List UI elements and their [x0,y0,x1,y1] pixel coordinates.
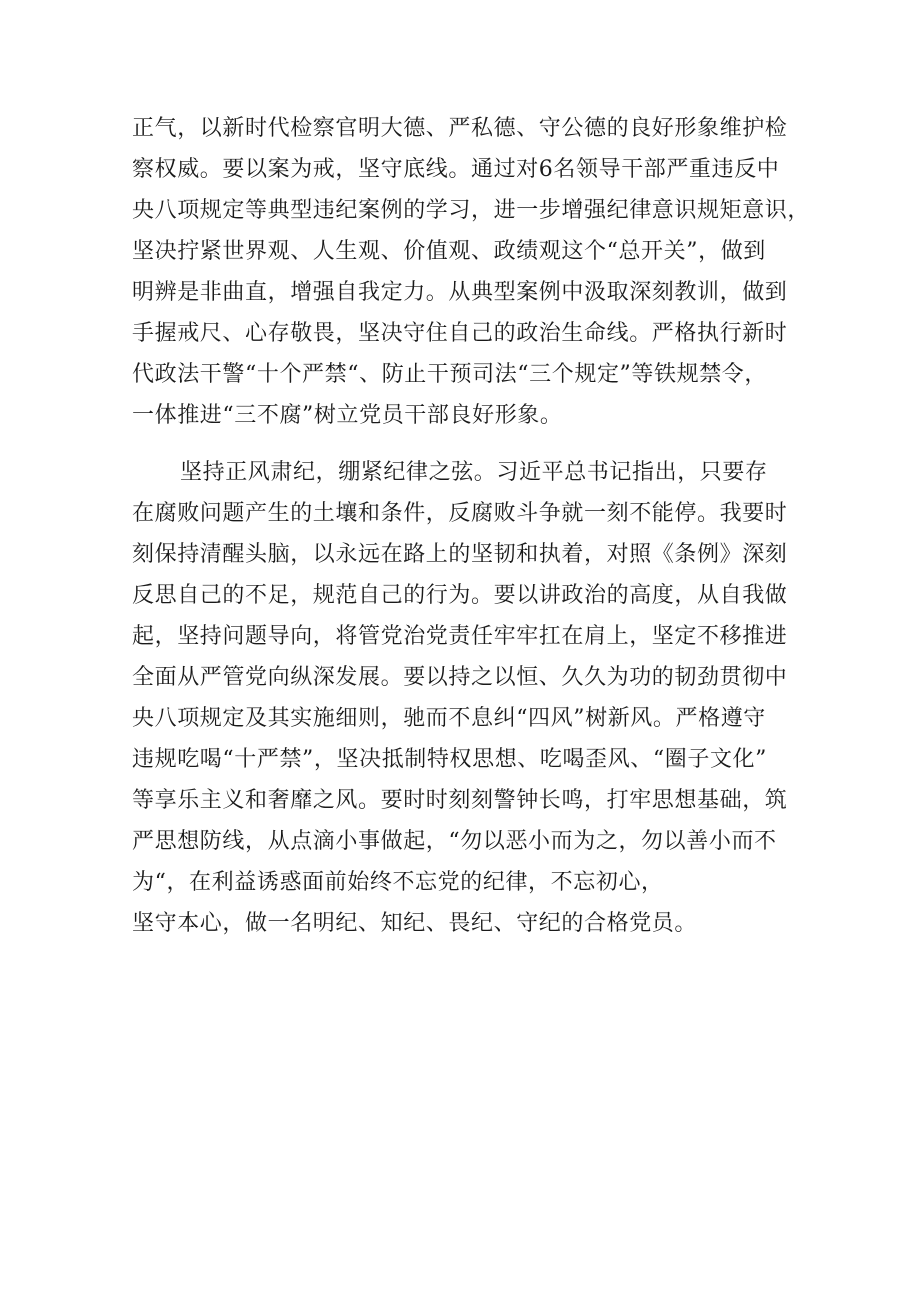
text-line: 察权威。要以案为戒，坚守底线。通过对6名领导干部严重违反中 [132,157,780,182]
text-line: 央八项规定等典型违纪案例的学习，进一步增强纪律意识规矩意识， [132,198,811,223]
text-line: 明辨是非曲直，增强自我定力。从典型案例中汲取深刻教训，做到 [132,280,788,305]
text-line: 手握戒尺、心存敬畏，坚决守住自己的政治生命线。严格执行新时 [132,321,788,346]
text-line: 严思想防线，从点滴小事做起，“勿以恶小而为之，勿以善小而不 [132,829,777,854]
text-line: 央八项规定及其实施细则，驰而不息纠“四风”树新风。严格遵守 [132,706,766,731]
text-line: 坚决拧紧世界观、人生观、价值观、政绩观这个“总开关”，做到 [132,239,766,264]
text-line: 违规吃喝“十严禁”，坚决抵制特权思想、吃喝歪风、“圈子文化” [132,747,767,772]
text-line: 为“，在利益诱惑面前始终不忘党的纪律，不忘初心， [132,870,664,895]
text-line: 正气，以新时代检察官明大德、严私德、守公德的良好形象维护检 [132,116,788,141]
text-line: 等享乐主义和奢靡之风。要时时刻刻警钟长鸣，打牢思想基础，筑 [132,788,788,813]
text-line: 反思自己的不足，规范自己的行为。要以讲政治的高度，从自我做 [132,583,788,608]
text-line: 坚守本心，做一名明纪、知纪、畏纪、守纪的合格党员。 [132,911,698,936]
text-line: 全面从严管党向纵深发展。要以持之以恒、久久为功的韧劲贯彻中 [132,665,788,690]
text-line: 起，坚持问题导向，将管党治党责任牢牢扛在肩上，坚定不移推进 [132,624,788,649]
text-line: 代政法干警“十个严禁“、防止干预司法“三个规定”等铁规禁令， [132,362,767,387]
text-line: 刻保持清醒头脑，以永远在路上的坚韧和执着，对照《条例》深刻 [132,542,788,567]
text-line: 在腐败问题产生的土壤和条件，反腐败斗争就一刻不能停。我要时 [132,501,788,526]
text-line: 一体推进“三不腐”树立党员干部良好形象。 [132,403,563,428]
text-line: 坚持正风肃纪，绷紧纪律之弦。习近平总书记指出，只要存 [180,460,768,485]
